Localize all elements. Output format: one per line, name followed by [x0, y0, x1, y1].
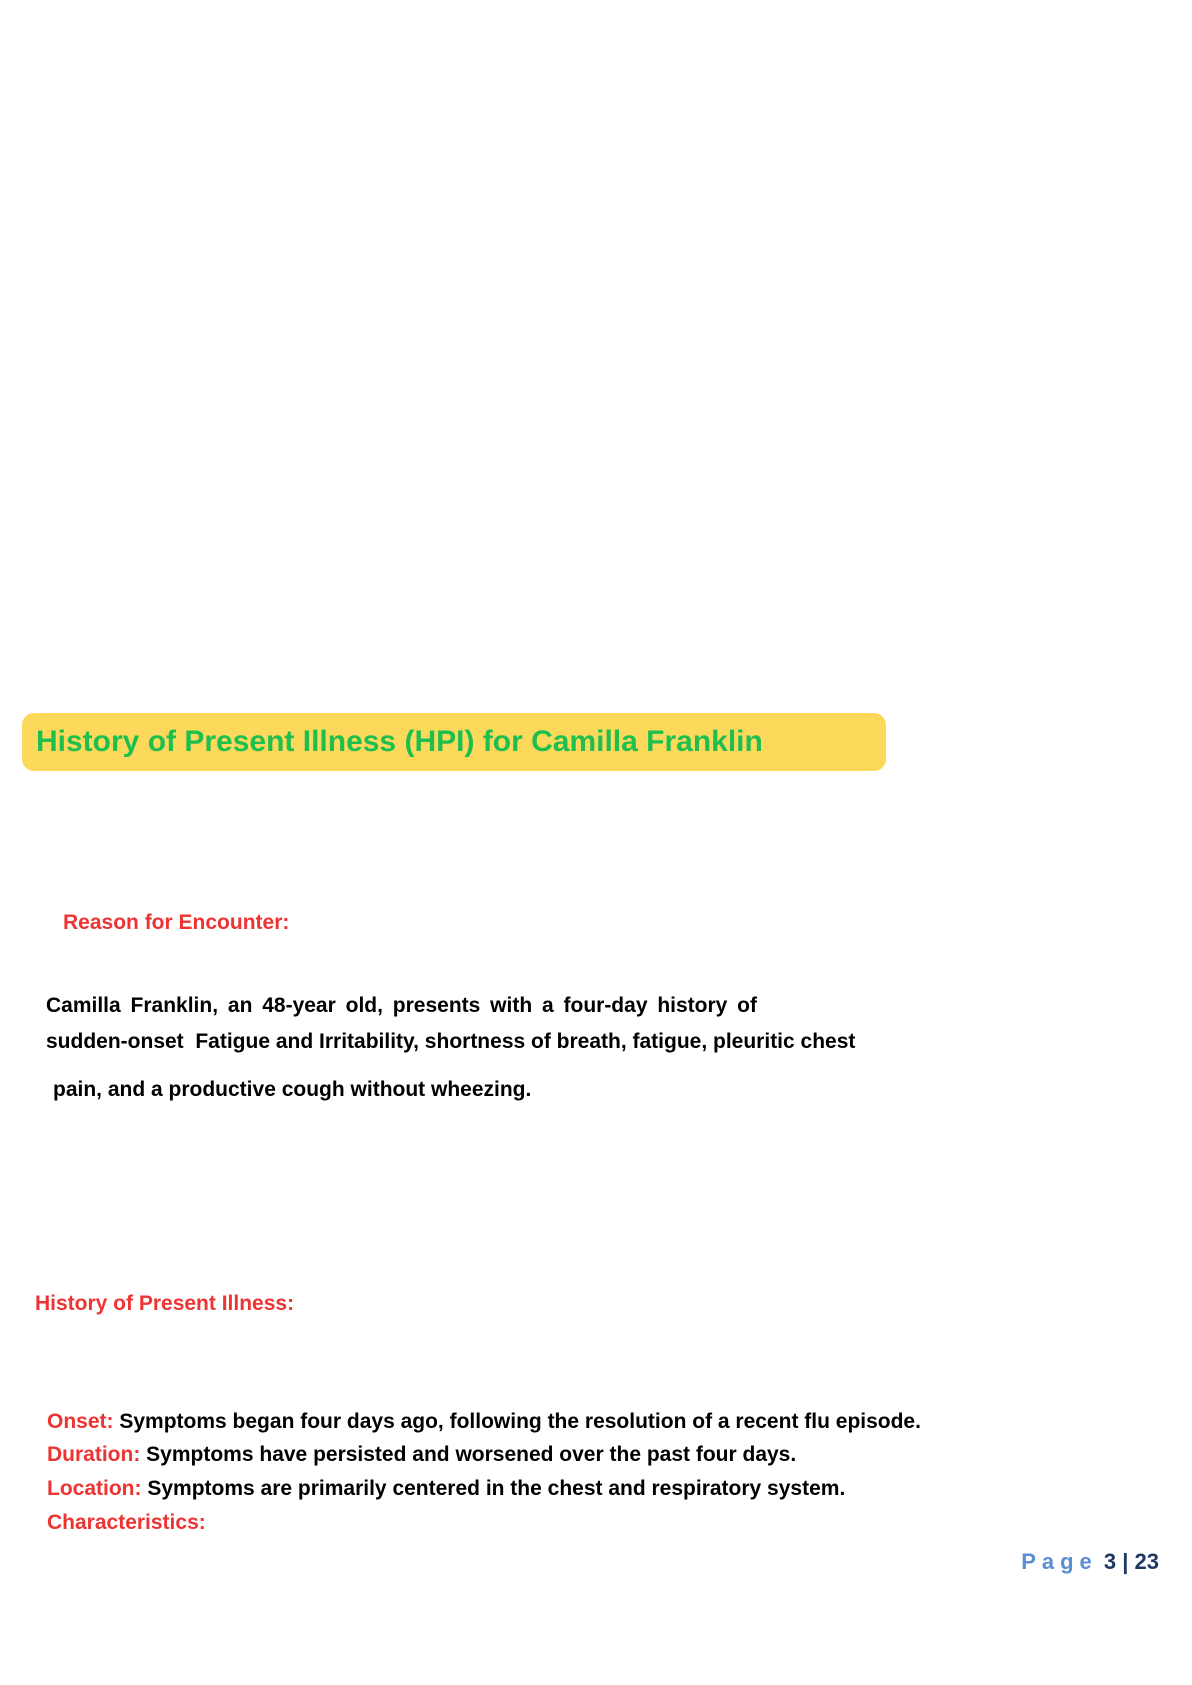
title-banner: [22, 713, 886, 771]
footer-page-word: Page: [1021, 1549, 1098, 1574]
page-footer: [1021, 1549, 1159, 1575]
duration-label: Duration:: [47, 1443, 141, 1466]
reason-text-line-2: sudden-onset Fatigue and Irritability, shortness of breath, fatigue, pleuritic chest: [46, 1030, 856, 1053]
location-row: [47, 1477, 845, 1501]
duration-row: [47, 1443, 796, 1467]
reason-text-line-3: pain, and a productive cough without wheezing.: [53, 1078, 532, 1101]
characteristics-row: [47, 1511, 206, 1535]
onset-label: Onset:: [47, 1410, 114, 1433]
duration-value: Symptoms have persisted and worsened over the past four days.: [146, 1443, 797, 1466]
page-title: History of Present Illness (HPI) for Camilla Franklin: [36, 725, 763, 758]
location-label: Location:: [47, 1477, 142, 1500]
reason-text-line-1: Camilla Franklin, an 48-year old, presents with a four-day history of: [46, 994, 757, 1017]
location-value: Symptoms are primarily centered in the chest and respiratory system.: [147, 1477, 846, 1500]
onset-row: [47, 1410, 921, 1434]
hpi-heading: History of Present Illness:: [35, 1292, 295, 1315]
reason-for-encounter-heading: Reason for Encounter:: [63, 911, 290, 934]
characteristics-label: Characteristics:: [47, 1511, 206, 1534]
onset-value: Symptoms began four days ago, following the resolution of a recent flu episode.: [119, 1410, 921, 1433]
footer-page-number: 3 | 23: [1103, 1549, 1159, 1574]
